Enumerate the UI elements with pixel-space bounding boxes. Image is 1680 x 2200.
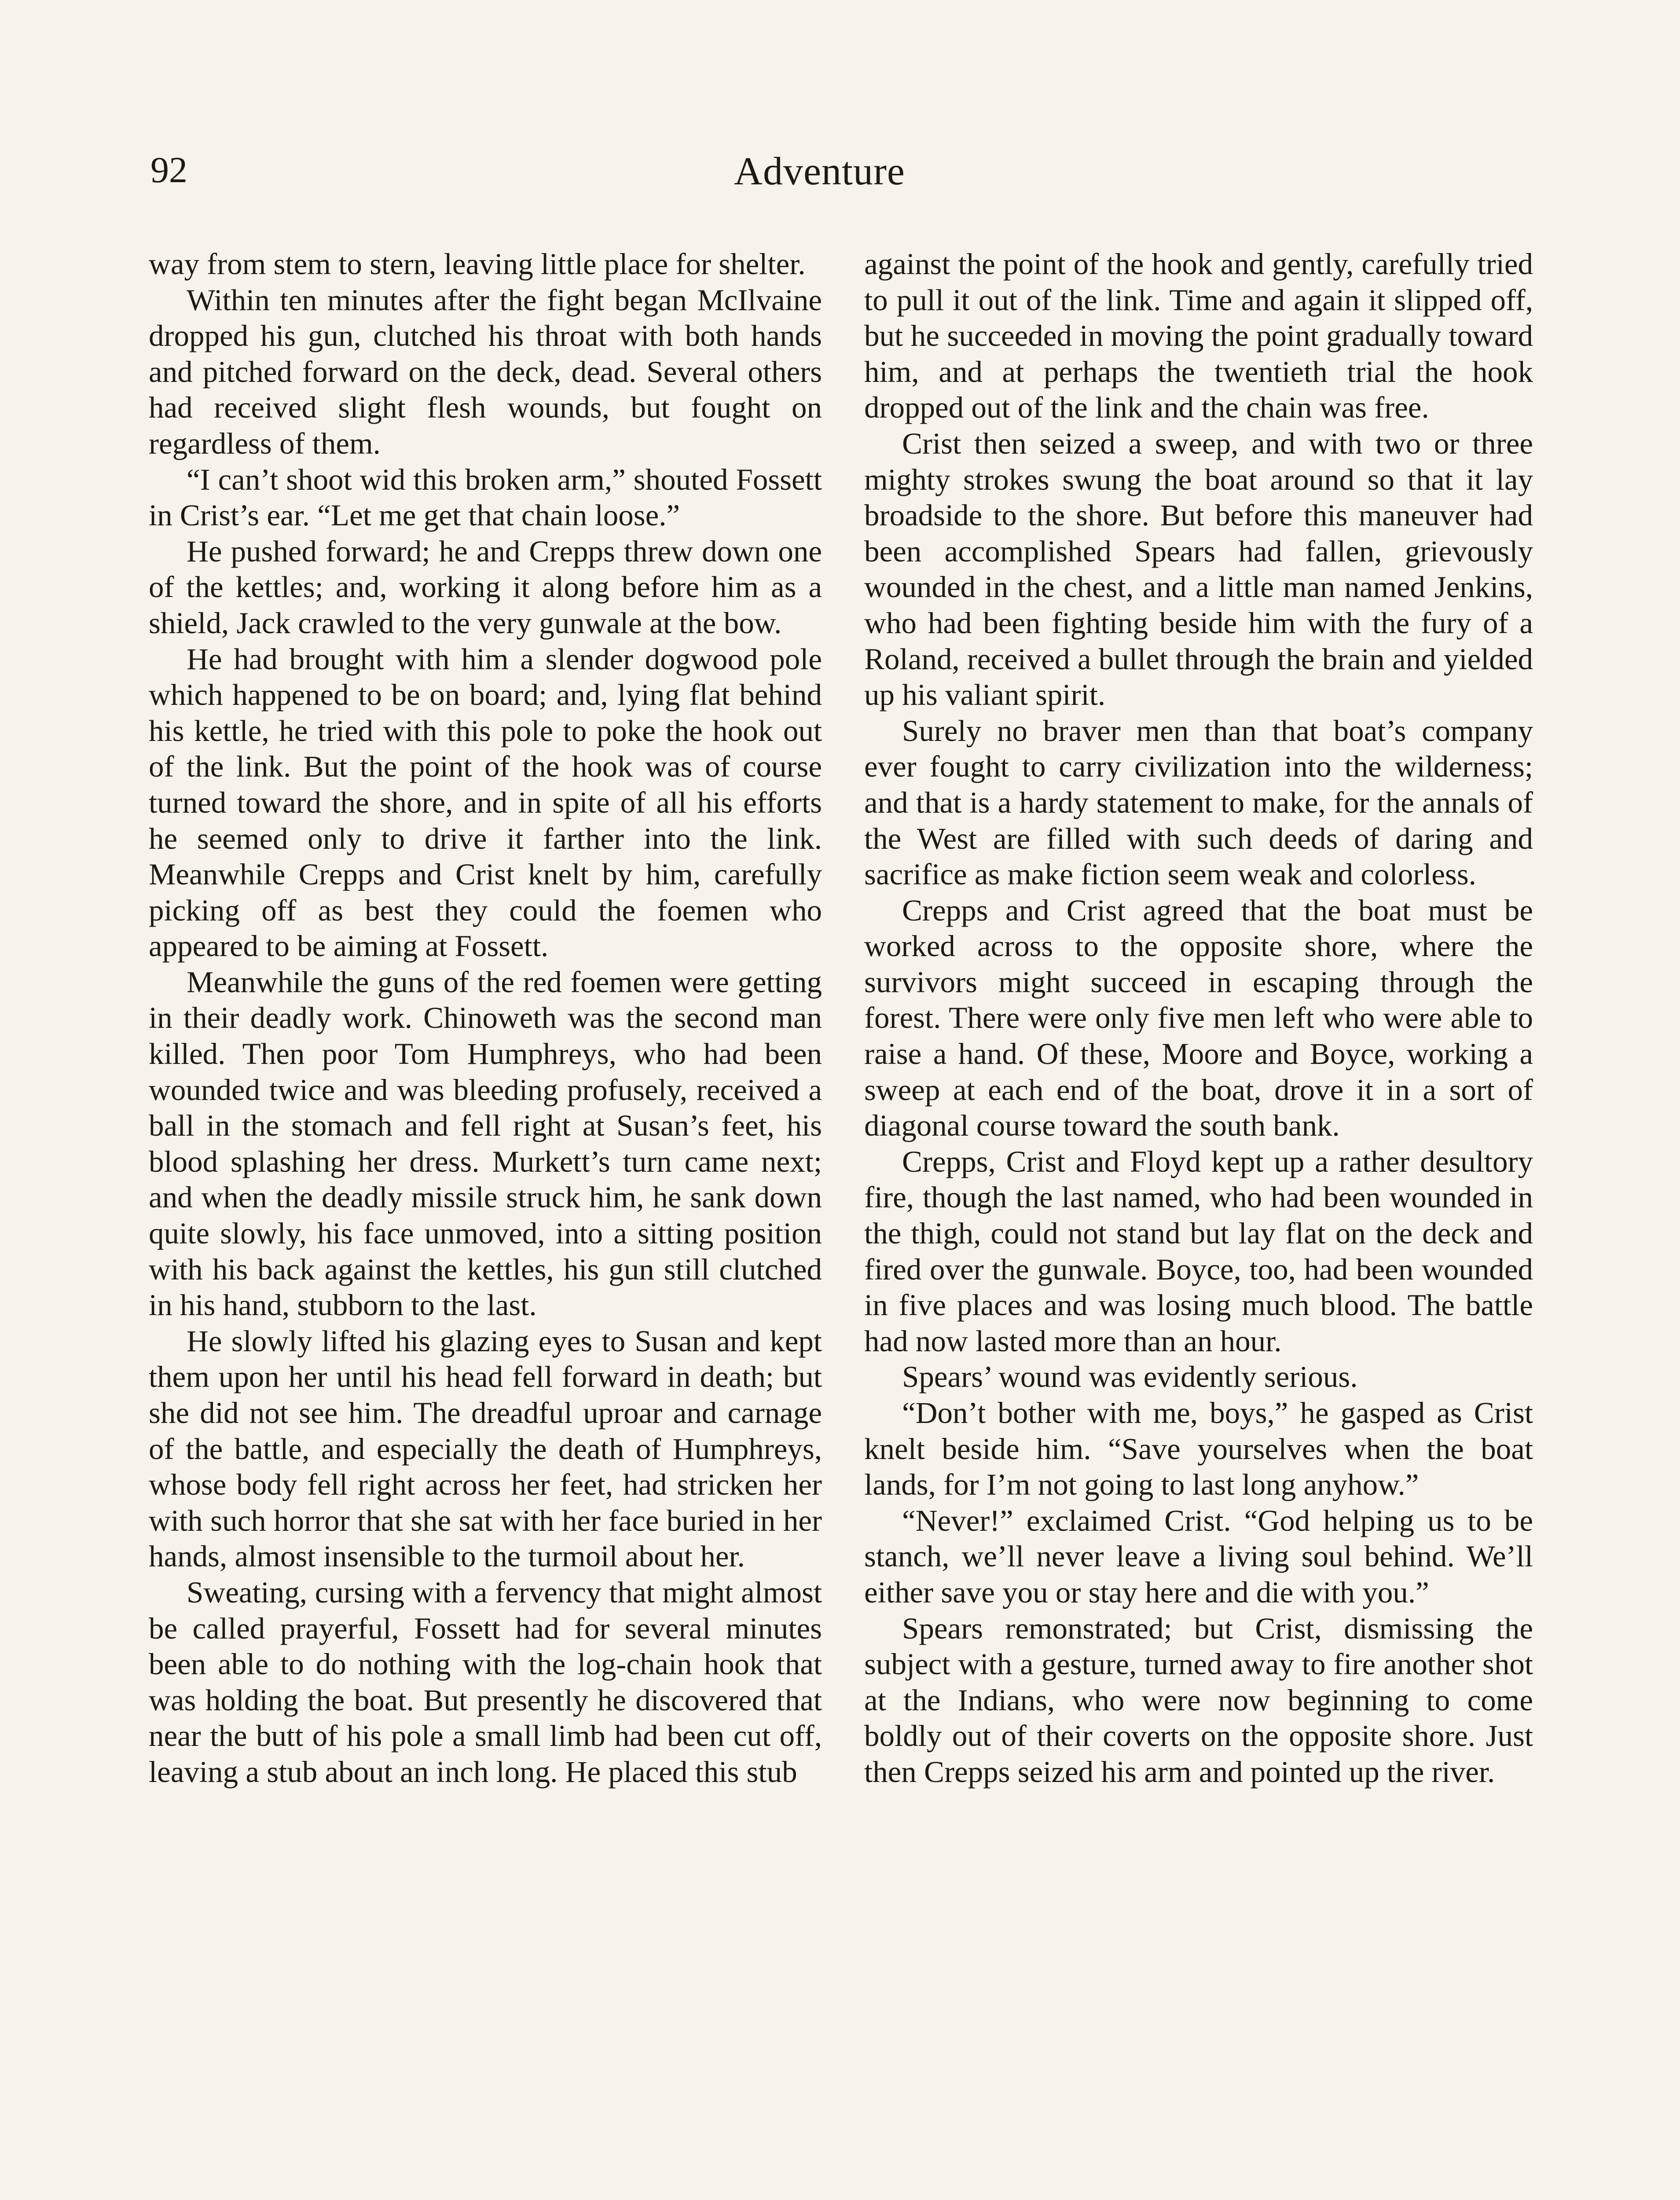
paragraph: Spears remonstrated; but Crist, dismissing the subject with a gesture, turned away to fire another shot at the Indians, who were now beginning to come boldly out of their coverts on the opposite shore. Just then Crepps seized his arm and pointed up the river.: [864, 1611, 1533, 1789]
paragraph: Within ten minutes after the fight began McIlvaine dropped his gun, clutched his throat with both hands and pitched forward on the deck, dead. Several others had received slight flesh wounds, but fought on regardless of them.: [149, 283, 822, 460]
paragraph: Crepps and Crist agreed that the boat must be worked across to the opposite shore, where the survivors might succeed in escaping through the forest. There were only five men left who were able to raise a hand. Of these, Moore and Boyce, working a sweep at each end of the boat, drove it in a sort of diagonal course toward the south bank.: [864, 893, 1533, 1143]
paragraph: against the point of the hook and gently, carefully tried to pull it out of the link. Time and again it slipped off, but he succeeded in moving the point gradually toward him, and at perhaps the twentieth trial the hook dropped out of the link and the chain was free.: [864, 247, 1533, 425]
paragraph: “I can’t shoot wid this broken arm,” shouted Fossett in Crist’s ear. “Let me get that chain loose.”: [149, 462, 822, 532]
paragraph: Sweating, cursing with a fervency that might almost be called prayerful, Fossett had for several minutes been able to do nothing with the log-chain hook that was holding the boat. But presently he discovered that near the butt of his pole a small limb had been cut off, leaving a stub about an inch long. He placed this stub: [149, 1575, 822, 1789]
left-column: [149, 246, 822, 1790]
paragraph: He had brought with him a slender dogwood pole which happened to be on board; and, lying flat behind his kettle, he tried with this pole to poke the hook out of the link. But the point of the hook was of course turned toward the shore, and in spite of all his efforts he seemed only to drive it farther into the link. Meanwhile Crepps and Crist knelt by him, carefully picking off as best they could the foemen who appeared to be aiming at Fossett.: [149, 642, 822, 963]
page-number: 92: [150, 150, 187, 191]
paragraph: way from stem to stern, leaving little place for shelter.: [149, 247, 806, 281]
paragraph: “Never!” exclaimed Crist. “God helping us to be stanch, we’ll never leave a living soul behind. We’ll either save you or stay here and die with you.”: [864, 1503, 1533, 1609]
paragraph: He pushed forward; he and Crepps threw down one of the kettles; and, working it along before him as a shield, Jack crawled to the very gunwale at the bow.: [149, 534, 822, 640]
paragraph: Crist then seized a sweep, and with two or three mighty strokes swung the boat around so that it lay broadside to the shore. But before this maneuver had been accomplished Spears had fallen, grievously wounded in the chest, and a little man named Jenkins, who had been fighting beside him with the fury of a Roland, received a bullet through the brain and yielded up his valiant spirit.: [864, 426, 1533, 712]
paragraph: Meanwhile the guns of the red foemen were getting in their deadly work. Chinoweth was the second man killed. Then poor Tom Humphreys, who had been wounded twice and was bleeding profusely, received a ball in the stomach and fell right at Susan’s feet, his blood splashing her dress. Murkett’s turn came next; and when the deadly missile struck him, he sank down quite slowly, his face unmoved, into a sitting position with his back against the kettles, his gun still clutched in his hand, stubborn to the last.: [149, 965, 822, 1322]
paragraph: He slowly lifted his glazing eyes to Susan and kept them upon her until his head fell forward in death; but she did not see him. The dreadful uproar and carnage of the battle, and especially the death of Humphreys, whose body fell right across her feet, had stricken her with such horror that she sat with her face buried in her hands, almost insensible to the turmoil about her.: [149, 1324, 822, 1573]
paragraph: Spears’ wound was evidently serious.: [902, 1360, 1358, 1394]
running-head-title: Adventure: [734, 150, 905, 193]
paragraph: Crepps, Crist and Floyd kept up a rather desultory fire, though the last named, who had been wounded in the thigh, could not stand but lay flat on the deck and fired over the gunwale. Boyce, too, had been wounded in five places and was losing much blood. The battle had now lasted more than an hour.: [864, 1144, 1533, 1358]
paragraph: Surely no braver men than that boat’s company ever fought to carry civilization into the wilderness; and that is a hardy statement to make, for the annals of the West are filled with such deeds of daring and sacrifice as make fiction seem weak and colorless.: [864, 714, 1533, 891]
paragraph: “Don’t bother with me, boys,” he gasped as Crist knelt beside him. “Save yourselves when the boat lands, for I’m not going to last long anyhow.”: [864, 1396, 1533, 1502]
right-column: [864, 246, 1533, 1790]
